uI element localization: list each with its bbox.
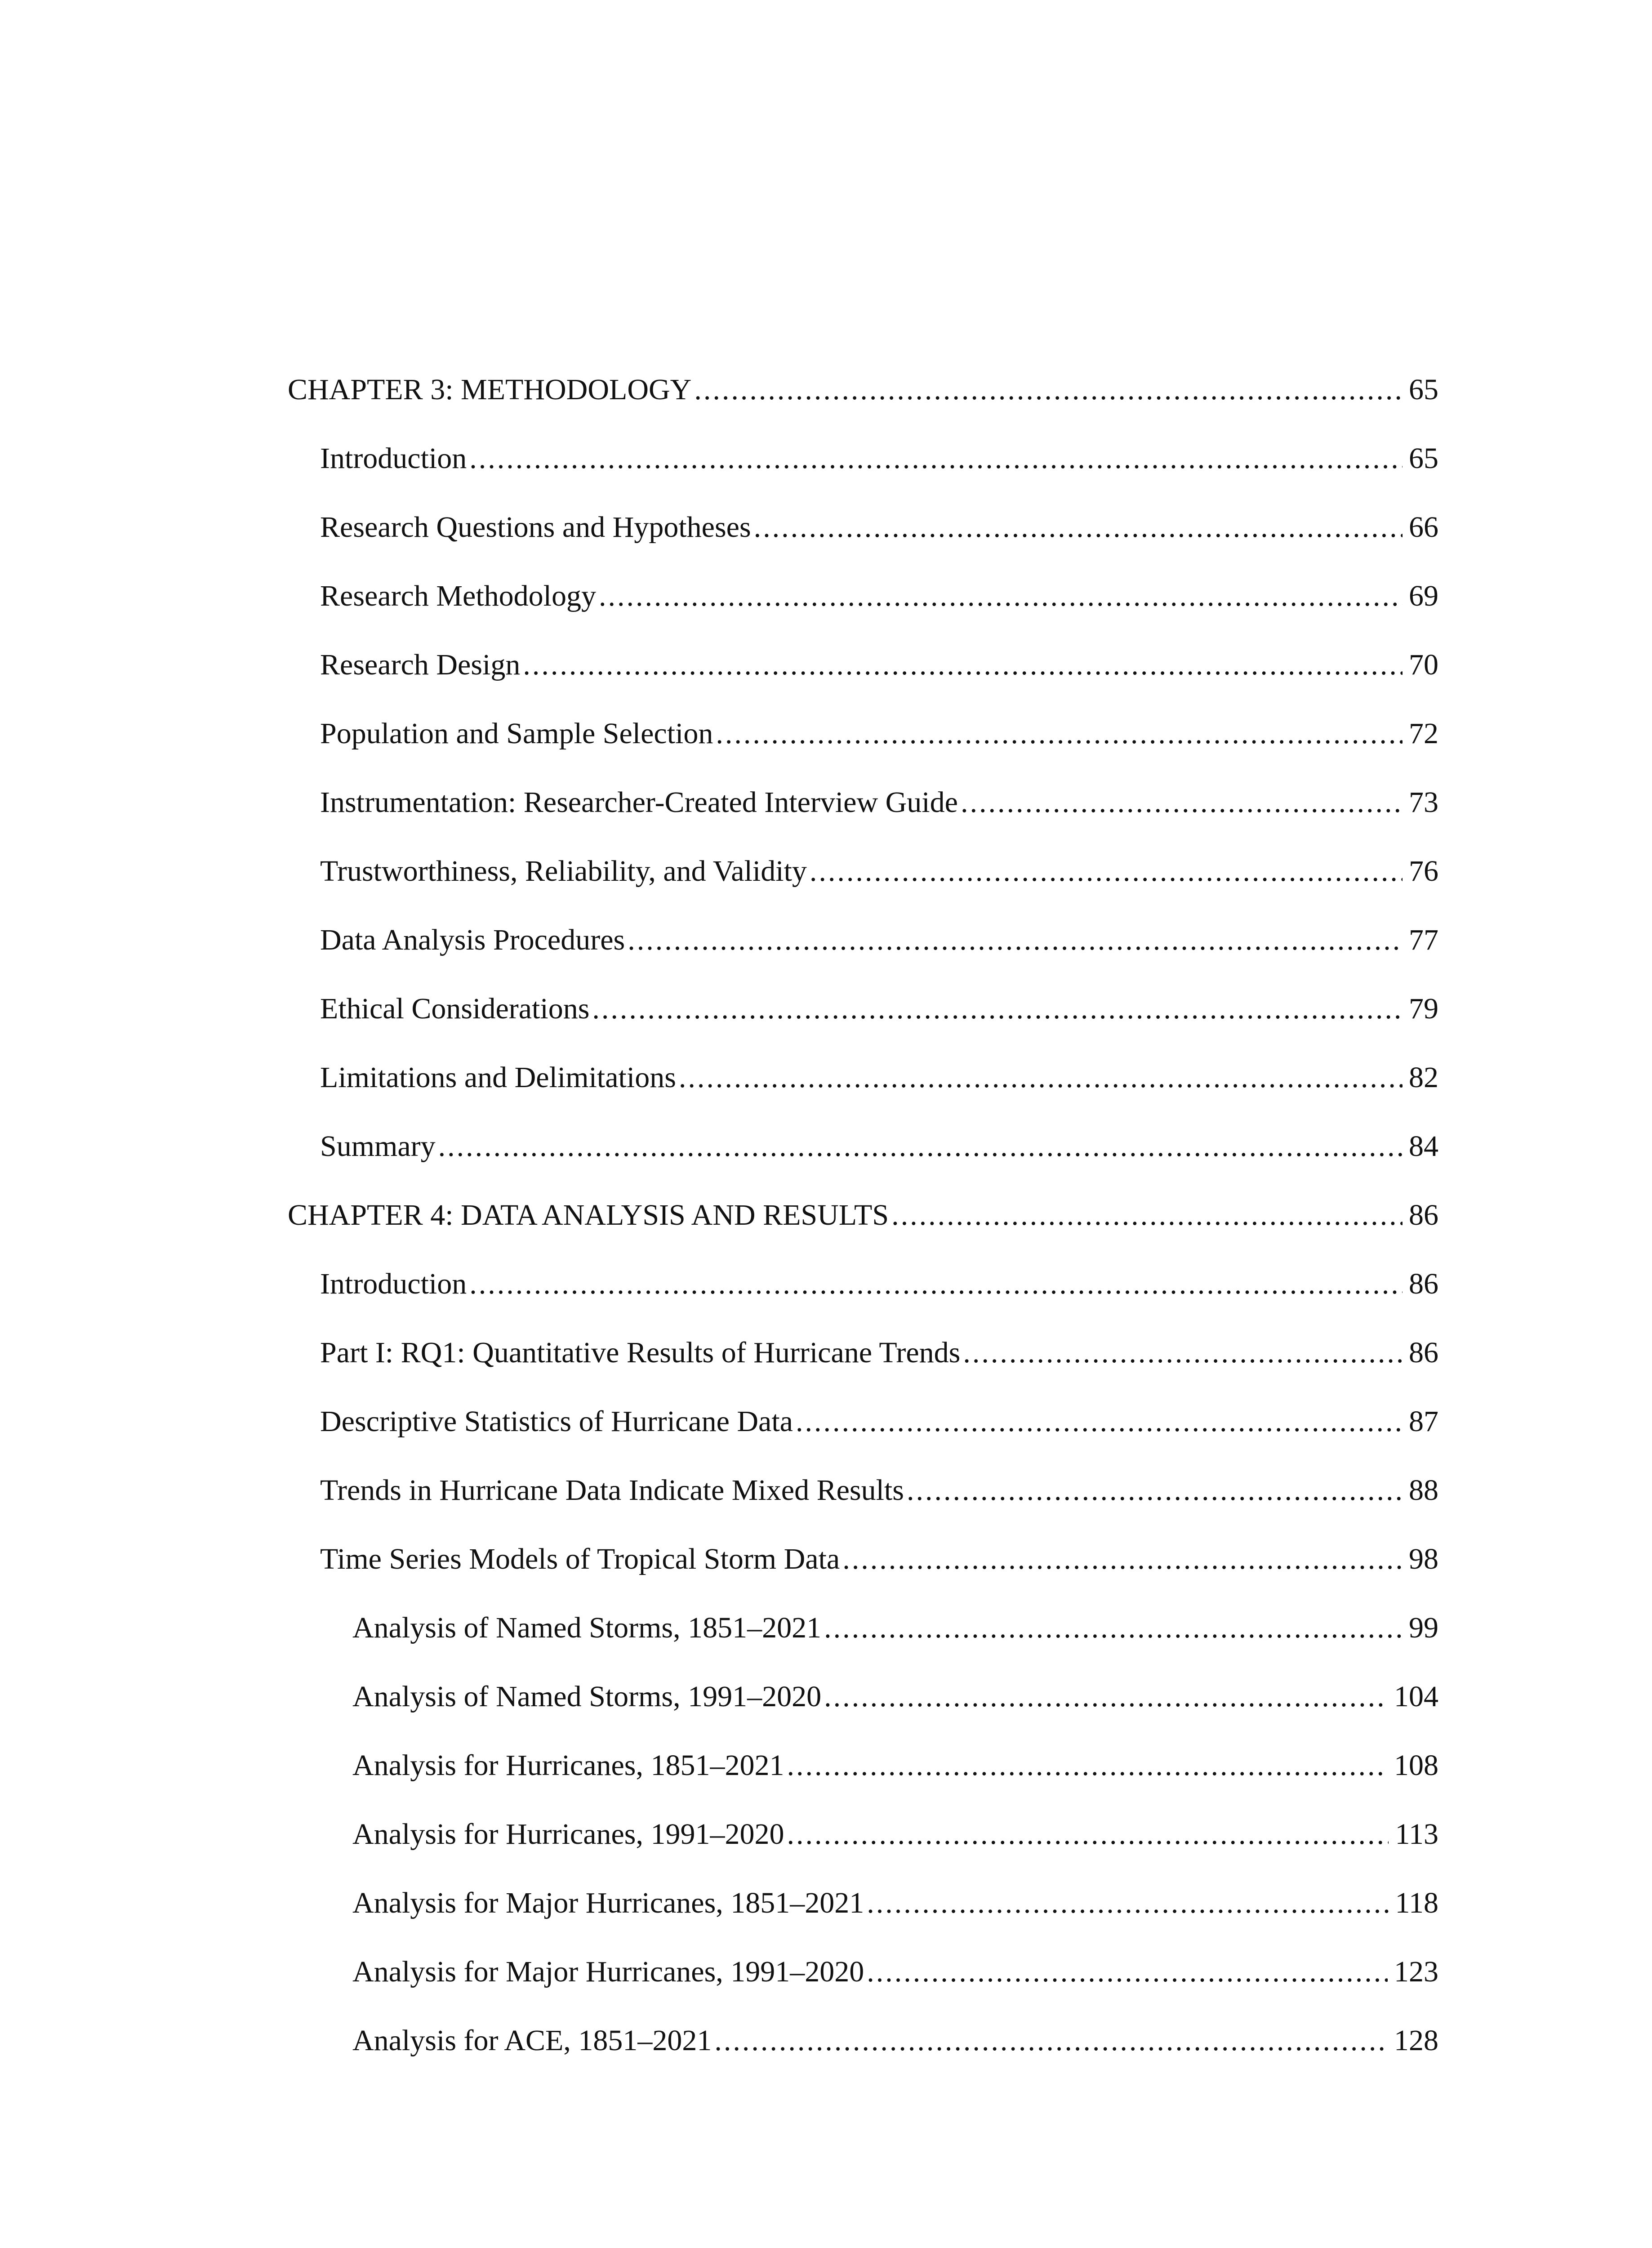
toc-entry[interactable] [288, 1112, 1438, 1181]
toc-page-number: 87 [1409, 1405, 1438, 1438]
toc-entry-title: Population and Sample Selection [320, 717, 713, 750]
toc-entry[interactable] [288, 1937, 1438, 2006]
toc-entry-title: Analysis for Hurricanes, 1991–2020 [352, 1818, 784, 1851]
toc-page-number: 69 [1409, 580, 1438, 612]
toc-dot-leader [824, 1593, 1403, 1662]
toc-page-number: 72 [1409, 717, 1438, 750]
toc-entry[interactable] [288, 493, 1438, 562]
toc-entry[interactable] [288, 905, 1438, 974]
toc-entry-title: CHAPTER 4: DATA ANALYSIS AND RESULTS [288, 1199, 889, 1231]
toc-page-number: 88 [1409, 1474, 1438, 1507]
toc-dot-leader [628, 905, 1403, 974]
toc-entry[interactable] [288, 837, 1438, 905]
toc-dot-leader [787, 1800, 1389, 1869]
toc-entry[interactable] [288, 1249, 1438, 1318]
toc-entry-title: Data Analysis Procedures [320, 923, 625, 956]
toc-entry[interactable] [288, 2006, 1438, 2075]
toc-entry-title: Introduction [320, 442, 467, 475]
toc-dot-leader [824, 1662, 1388, 1731]
toc-entry-title: Trends in Hurricane Data Indicate Mixed Results [320, 1474, 904, 1507]
toc-dot-leader [679, 1043, 1403, 1112]
toc-entry[interactable] [288, 630, 1438, 699]
toc-dot-leader [810, 837, 1403, 905]
toc-entry-title: Part I: RQ1: Quantitative Results of Hurricane Trends [320, 1336, 961, 1369]
toc-entry[interactable] [288, 1318, 1438, 1387]
toc-page-number: 86 [1409, 1267, 1438, 1300]
toc-dot-leader [842, 1525, 1403, 1593]
toc-entry-title: Analysis of Named Storms, 1991–2020 [352, 1680, 822, 1713]
toc-dot-leader [867, 1937, 1388, 2006]
toc-page-number: 76 [1409, 855, 1438, 888]
toc-entry-chapter-4[interactable] [288, 1181, 1438, 1249]
toc-page-number: 99 [1409, 1611, 1438, 1644]
toc-dot-leader [438, 1112, 1403, 1181]
toc-page-number: 70 [1409, 648, 1438, 681]
toc-entry-title: Analysis for ACE, 1851–2021 [352, 2024, 712, 2057]
toc-dot-leader [469, 424, 1403, 493]
toc-dot-leader [754, 493, 1403, 562]
toc-page-number: 65 [1409, 373, 1438, 406]
toc-entry[interactable] [288, 1043, 1438, 1112]
toc-entry[interactable] [288, 699, 1438, 768]
toc-entry-title: Analysis for Hurricanes, 1851–2021 [352, 1749, 784, 1782]
toc-page-number: 104 [1394, 1680, 1438, 1713]
toc-dot-leader [961, 768, 1403, 837]
toc-dot-leader [716, 699, 1403, 768]
toc-page-number: 66 [1409, 511, 1438, 544]
toc-entry-title: Analysis of Named Storms, 1851–2021 [352, 1611, 822, 1644]
toc-entry[interactable] [288, 424, 1438, 493]
toc-page-number: 118 [1395, 1887, 1438, 1919]
toc-entry[interactable] [288, 768, 1438, 837]
toc-entry-title: CHAPTER 3: METHODOLOGY [288, 373, 692, 406]
table-of-contents [288, 355, 1438, 2075]
toc-entry[interactable] [288, 1800, 1438, 1869]
toc-dot-leader [891, 1181, 1403, 1249]
toc-page-number: 73 [1409, 786, 1438, 819]
toc-dot-leader [469, 1249, 1403, 1318]
toc-page-number: 82 [1409, 1061, 1438, 1094]
toc-entry-title: Summary [320, 1130, 436, 1163]
toc-entry[interactable] [288, 1456, 1438, 1525]
toc-entry[interactable] [288, 974, 1438, 1043]
toc-dot-leader [694, 355, 1403, 424]
toc-entry-title: Analysis for Major Hurricanes, 1851–2021 [352, 1887, 864, 1919]
toc-page-number: 86 [1409, 1199, 1438, 1231]
toc-dot-leader [523, 630, 1403, 699]
toc-dot-leader [787, 1731, 1388, 1800]
toc-page-number: 77 [1409, 923, 1438, 956]
toc-dot-leader [867, 1869, 1389, 1937]
toc-entry[interactable] [288, 562, 1438, 630]
toc-entry-title: Descriptive Statistics of Hurricane Data [320, 1405, 793, 1438]
toc-dot-leader [796, 1387, 1403, 1456]
toc-entry[interactable] [288, 1593, 1438, 1662]
toc-page-number: 84 [1409, 1130, 1438, 1163]
toc-entry[interactable] [288, 1525, 1438, 1593]
toc-entry[interactable] [288, 1387, 1438, 1456]
toc-page-number: 98 [1409, 1543, 1438, 1575]
toc-entry-title: Limitations and Delimitations [320, 1061, 676, 1094]
toc-entry-title: Trustworthiness, Reliability, and Validity [320, 855, 807, 888]
toc-page-number: 108 [1394, 1749, 1438, 1782]
toc-dot-leader [907, 1456, 1403, 1525]
toc-entry-title: Research Design [320, 648, 521, 681]
toc-entry-chapter-3[interactable] [288, 355, 1438, 424]
toc-entry[interactable] [288, 1662, 1438, 1731]
toc-page-number: 123 [1394, 1955, 1438, 1988]
toc-entry-title: Analysis for Major Hurricanes, 1991–2020 [352, 1955, 864, 1988]
toc-entry-title: Instrumentation: Researcher-Created Interview Guide [320, 786, 958, 819]
toc-page-number: 65 [1409, 442, 1438, 475]
toc-dot-leader [714, 2006, 1388, 2075]
toc-entry-title: Research Methodology [320, 580, 597, 612]
toc-entry-title: Introduction [320, 1267, 467, 1300]
toc-entry-title: Ethical Considerations [320, 992, 590, 1025]
toc-entry-title: Time Series Models of Tropical Storm Data [320, 1543, 840, 1575]
toc-page-number: 79 [1409, 992, 1438, 1025]
toc-entry[interactable] [288, 1731, 1438, 1800]
toc-entry[interactable] [288, 1869, 1438, 1937]
toc-page-number: 128 [1394, 2024, 1438, 2057]
toc-page-number: 113 [1395, 1818, 1438, 1851]
toc-dot-leader [599, 562, 1403, 630]
toc-page-number: 86 [1409, 1336, 1438, 1369]
toc-dot-leader [592, 974, 1403, 1043]
toc-dot-leader [963, 1318, 1403, 1387]
toc-entry-title: Research Questions and Hypotheses [320, 511, 751, 544]
